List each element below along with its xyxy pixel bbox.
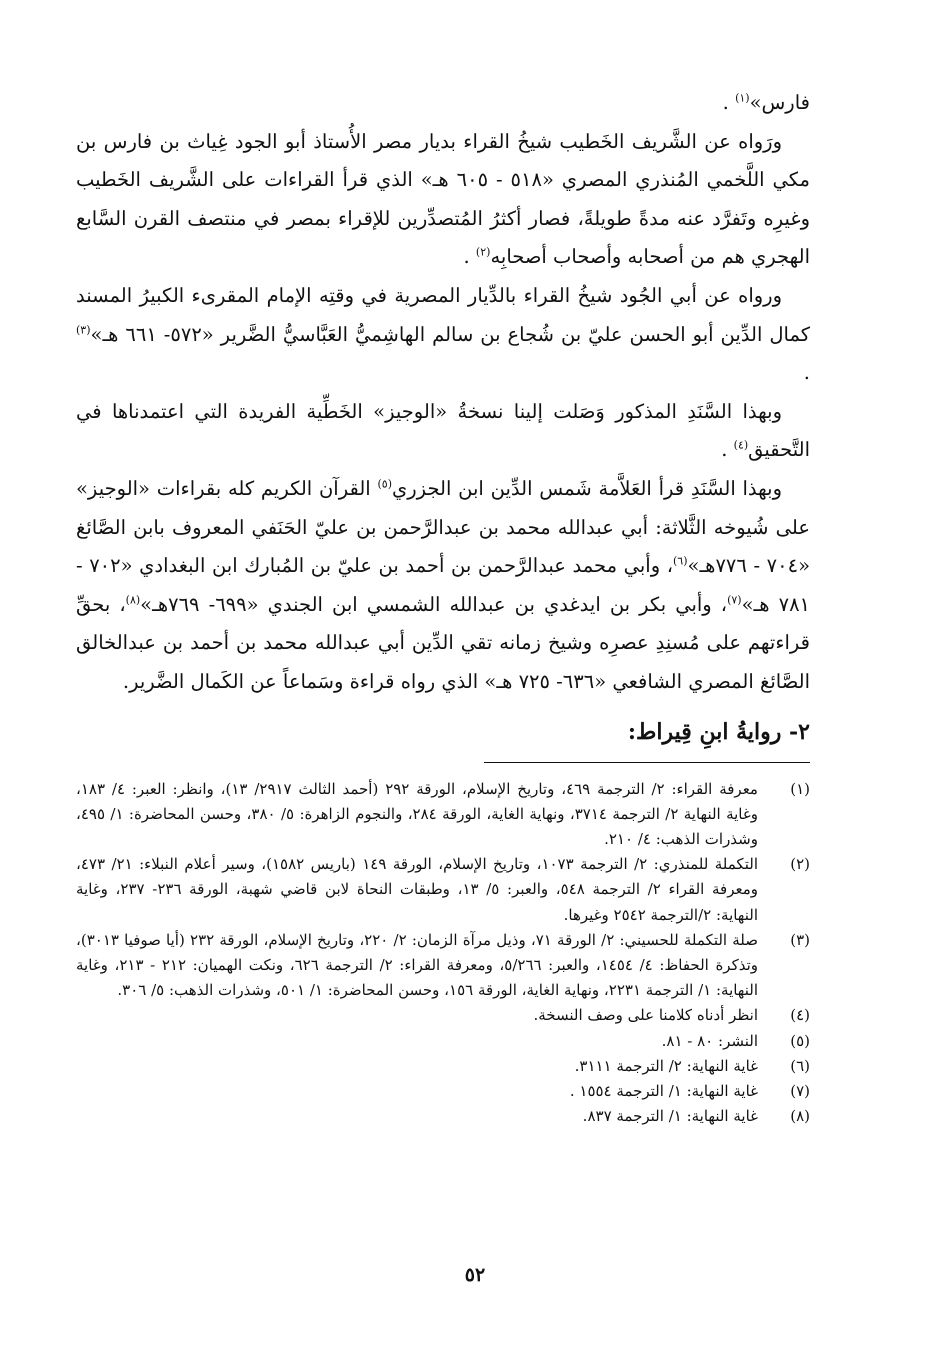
footnote-ref: (٣)	[76, 323, 91, 337]
footnote-ref: (٨)	[125, 593, 141, 607]
paragraph	[76, 123, 810, 277]
footnote-ref: (٤)	[733, 438, 749, 452]
footnote	[76, 777, 810, 853]
paragraph-text: وبهذا السَّنَدِ قرأ العَلاَّمة شَمس الدِّين ابن الجزري	[392, 476, 782, 500]
footnotes	[76, 777, 810, 1130]
footnote-text: التكملة للمنذري: ٢/ الترجمة ١٠٧٣، وتاريخ الإسلام، الورقة ١٤٩ (باريس ١٥٨٢)، وسير أعلام النبلاء: ٢١/ ٤٧٣، ومعرفة القراء ٢/ الترجمة ٥٤٨، والعبر: ٥/ ١٣، وطبقات النحاة لابن قاضي شهبة، الورقة ٢٣٦- ٢٣٧، وغاية النهاية: ٢/الترجمة ٢٥٤٢ وغيرها.	[76, 855, 759, 924]
footnote-number: (٥)	[790, 1031, 810, 1050]
footnote-ref: (٥)	[377, 477, 392, 491]
footnote-ref: (٦)	[673, 554, 688, 568]
footnote	[76, 1029, 810, 1054]
footnote-number: (٣)	[790, 930, 810, 949]
footnote	[76, 1104, 810, 1129]
paragraph-text: ، وأبي محمد عبدالرَّحمن بن أحمد بن عليّ بن المُبارك ابن البغدادي «٧٠٢ - ٧٨١ هـ»	[76, 554, 811, 616]
footnote	[76, 1079, 810, 1104]
paragraph	[76, 84, 810, 123]
paragraph-text: .	[463, 245, 476, 269]
footnote-number: (٧)	[790, 1081, 810, 1100]
paragraph-text: .	[803, 361, 810, 385]
footnote-number: (٨)	[790, 1107, 810, 1126]
paragraph-text: .	[722, 91, 736, 114]
paragraph-text: ، وأبي بكر بن ايدغدي بن عبدالله الشمسي ابن الجندي «٦٩٩- ٧٦٩هـ»	[140, 592, 728, 616]
paragraph	[76, 393, 810, 470]
footnote-ref: (١)	[735, 91, 750, 105]
footnote-number: (٢)	[790, 855, 810, 874]
paragraph-text: ورواه عن أبي الجُود شيخُ القراء بالدِّيار المصرية في وقتِه الإمام المقرىء الكبيرُ المسند كمال الدِّين أبو الحسن عليّ بن شُجاع بن سالم الهاشِميُّ العَبَّاسيُّ الضَّرير «٥٧٢- ٦٦١ هـ»	[76, 283, 810, 346]
footnote-divider	[484, 762, 810, 763]
footnote-number: (٦)	[790, 1056, 810, 1075]
footnote-text: صلة التكملة للحسيني: ٢/ الورقة ٧١، وذيل مرآة الزمان: ٢/ ٢٢٠، وتاريخ الإسلام، الورقة ٢٣٢ (أيا صوفيا ٣٠١٣)، وتذكرة الحفاظ: ٤/ ١٤٥٤، والعبر: ٥/٢٦٦، ومعرفة القراء: ٢/ الترجمة ٦٢٦، ونكت الهميان: ٢١٢ - ٢١٣، وغاية النهاية: ١/ الترجمة ٢٢٣١، ونهاية الغاية، الورقة ١٥٦، وحسن المحاضرة: ١/ ٥٠١، وشذرات الذهب: ٥/ ٣٠٦.	[76, 930, 759, 1000]
section-heading: ٢- روايةُ ابنِ قِيراط:	[627, 718, 810, 745]
page-number: ٥٢	[464, 1264, 486, 1286]
paragraph-text: القرآن الكريم كله بقراءات «الوجيز» على شُيوخه الثَّلاثة: أبي عبدالله محمد بن عبدالرَّحمن بن عليّ الحَنَفي المعروف بابن الصَّائغ «٧٠٤ - ٧٧٦هـ»	[76, 476, 810, 578]
footnote	[76, 852, 810, 928]
footnote	[76, 1003, 810, 1028]
paragraph-text: ورَواه عن الشَّريف الخَطيب شيخُ القراء بديار مصر الأُستاذ أبو الجود غِياث بن فارس بن مكي اللَّخمي المُنذري المصري «٥١٨ - ٦٠٥ هـ» الذي قرأ القراءات على الشَّريف الخَطيب وغيرِه وتَفرَّد عنه مدةً طويلةً، فصار أكثرُ المُتصدِّرين للإقراء بمصر في منتصف القرن السَّابع الهجري هم من أصحابه وأصحاب أصحابِه	[76, 129, 811, 269]
paragraph	[76, 470, 810, 702]
footnote-text: معرفة القراء: ٢/ الترجمة ٤٦٩، وتاريخ الإسلام، الورقة ٢٩٢ (أحمد الثالث ٢٩١٧/ ١٣)، وانظر: العبر: ٤/ ١٨٣، وغاية النهاية ٢/ الترجمة ٣٧١٤، ونهاية الغاية، الورقة ٢٨٤، والنجوم الزاهرة: ٥/ ٣٨٠، وحسن المحاضرة: ١/ ٤٩٥، وشذرات الذهب: ٤/ ٢١٠.	[76, 779, 758, 848]
footnote-number: (١)	[790, 779, 810, 798]
footnote	[76, 1054, 810, 1079]
footnote-text: انظر أدناه كلامنا على وصف النسخة.	[533, 1006, 758, 1025]
paragraph-text: ، بحقِّ قراءتهم على مُسنِدِ عصرِه وشيخ زمانه تقي الدِّين أبي عبدالله محمد بن أحمد بن عبدالخالق الصَّائغ المصري الشافعي «٦٣٦- ٧٢٥ هـ» الذي رواه قراءة وسَماعاً عن الكَمال الضَّرير.	[76, 592, 810, 693]
footnote-text: غاية النهاية: ٢/ الترجمة ٣١١١.	[574, 1056, 758, 1075]
footnote-text: غاية النهاية: ١/ الترجمة ١٥٥٤ .	[569, 1081, 758, 1100]
footnote-number: (٤)	[790, 1006, 810, 1025]
footnote-text: غاية النهاية: ١/ الترجمة ٨٣٧.	[582, 1107, 758, 1126]
paragraph	[76, 277, 810, 393]
footnote-text: النشر: ٨٠ - ٨١.	[661, 1031, 758, 1050]
paragraph-text: فارس»	[749, 91, 810, 114]
paragraph-text: .	[721, 438, 734, 462]
page-content	[76, 84, 810, 1129]
footnote	[76, 928, 810, 1004]
body-text	[76, 84, 810, 702]
paragraph-text: وبهذا السَّنَدِ المذكور وَصَلت إلينا نسخةُ «الوجيز» الخَطِّية الفريدة التي اعتمدناها في التَّحقيق	[76, 399, 810, 462]
footnote-ref: (٢)	[475, 245, 491, 259]
footnote-ref: (٧)	[727, 593, 742, 607]
